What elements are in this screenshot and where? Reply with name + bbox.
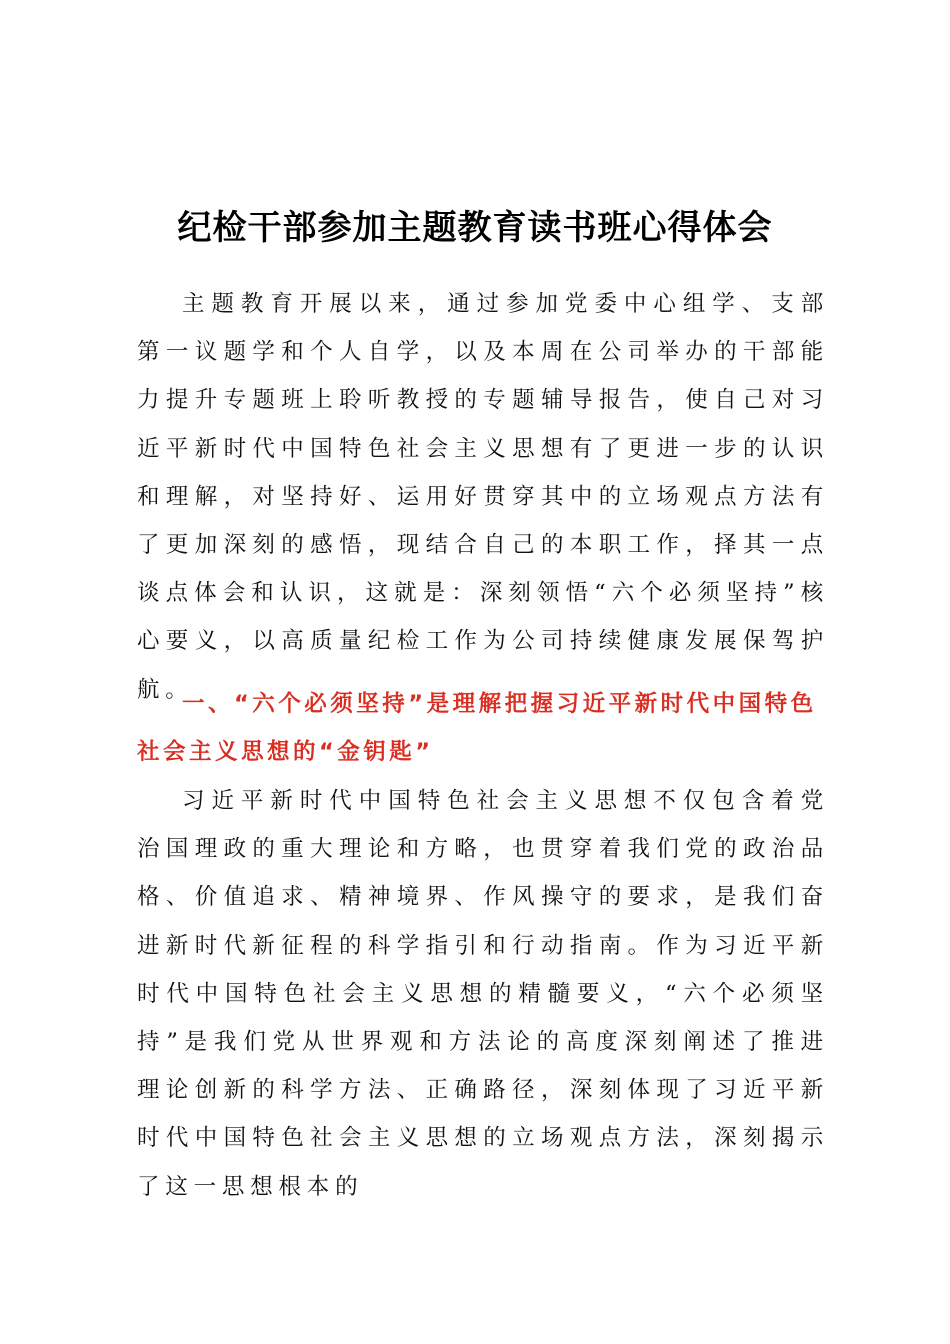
- document-title: 纪检干部参加主题教育读书班心得体会: [177, 208, 773, 248]
- body-paragraph-section-1: 习近平新时代中国特色社会主义思想不仅包含着党治国理政的重大理论和方略，也贯穿着我们党的政治品格、价值追求、精神境界、作风操守的要求，是我们奋进新时代新征程的科学指引和行动指南。作为习近平新时代中国特色社会主义思想的精髓要义，“六个必须坚持”是我们党从世界观和方法论的高度深刻阐述了推进理论创新的科学方法、正确路径，深刻体现了习近平新时代中国特色社会主义思想的立场观点方法，深刻揭示了这一思想根本的: [137, 788, 829, 1200]
- section-heading-1: 一、“六个必须坚持”是理解把握习近平新时代中国特色社会主义思想的“金钥匙”: [137, 691, 817, 766]
- body-paragraph-intro: 主题教育开展以来，通过参加党委中心组学、支部第一议题学和个人自学，以及本周在公司举办的干部能力提升专题班上聆听教授的专题辅导报告，使自己对习近平新时代中国特色社会主义思想有了更进一步的认识和理解，对坚持好、运用好贯穿其中的立场观点方法有了更加深刻的感悟，现结合自己的本职工作，择其一点谈点体会和认识，这就是：深刻领悟“六个必须坚持”核心要义，以高质量纪检工作为公司持续健康发展保驾护航。: [137, 291, 829, 703]
